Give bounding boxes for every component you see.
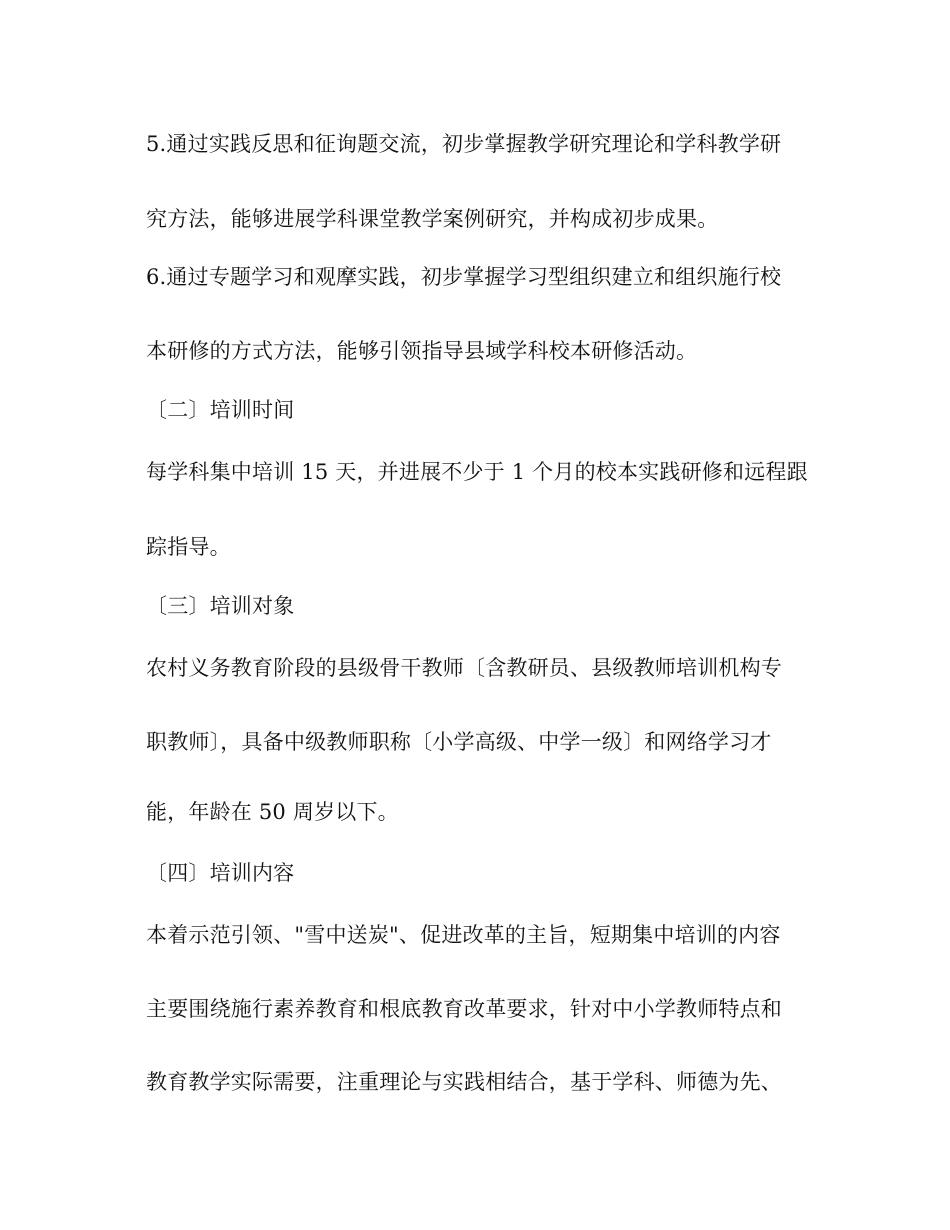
paragraph-goal-5-line-1: 5.通过实践反思和征询题交流，初步掌握教学研究理论和学科教学研 (146, 132, 782, 156)
paragraph-goal-5-line-2: 究方法，能够进展学科课堂教学案例研究，并构成初步成果。 (146, 207, 719, 231)
section-heading-training-target: 〔三〕培训对象 (146, 594, 295, 618)
section-heading-training-time: 〔二〕培训时间 (146, 398, 295, 422)
paragraph-training-target-line-1: 农村义务教育阶段的县级骨干教师〔含教研员、县级教师培训机构专 (146, 656, 782, 680)
paragraph-training-content-line-2: 主要围绕施行素养教育和根底教育改革要求，针对中小学教师特点和 (146, 997, 782, 1021)
paragraph-goal-6-line-2: 本研修的方式方法，能够引领指导县域学科校本研修活动。 (146, 339, 698, 363)
paragraph-training-target-line-2: 职教师〕，具备中级教师职称〔小学高级、中学一级〕和网络学习才 (146, 730, 772, 754)
section-heading-training-content: 〔四〕培训内容 (146, 861, 295, 885)
paragraph-training-content-line-3: 教育教学实际需要，注重理论与实践相结合，基于学科、师德为先、 (146, 1070, 782, 1094)
paragraph-training-target-line-3: 能，年龄在 50 周岁以下。 (146, 800, 399, 824)
paragraph-goal-6-line-1: 6.通过专题学习和观摩实践，初步掌握学习型组织建立和组织施行校 (146, 265, 782, 289)
paragraph-training-time-line-1: 每学科集中培训 15 天，并进展不少于 1 个月的校本实践研修和远程跟 (146, 460, 808, 484)
paragraph-training-time-line-2: 踪指导。 (146, 535, 231, 559)
paragraph-training-content-line-1: 本着示范引领、"雪中送炭"、促进改革的主旨，短期集中培训的内容 (146, 923, 781, 947)
